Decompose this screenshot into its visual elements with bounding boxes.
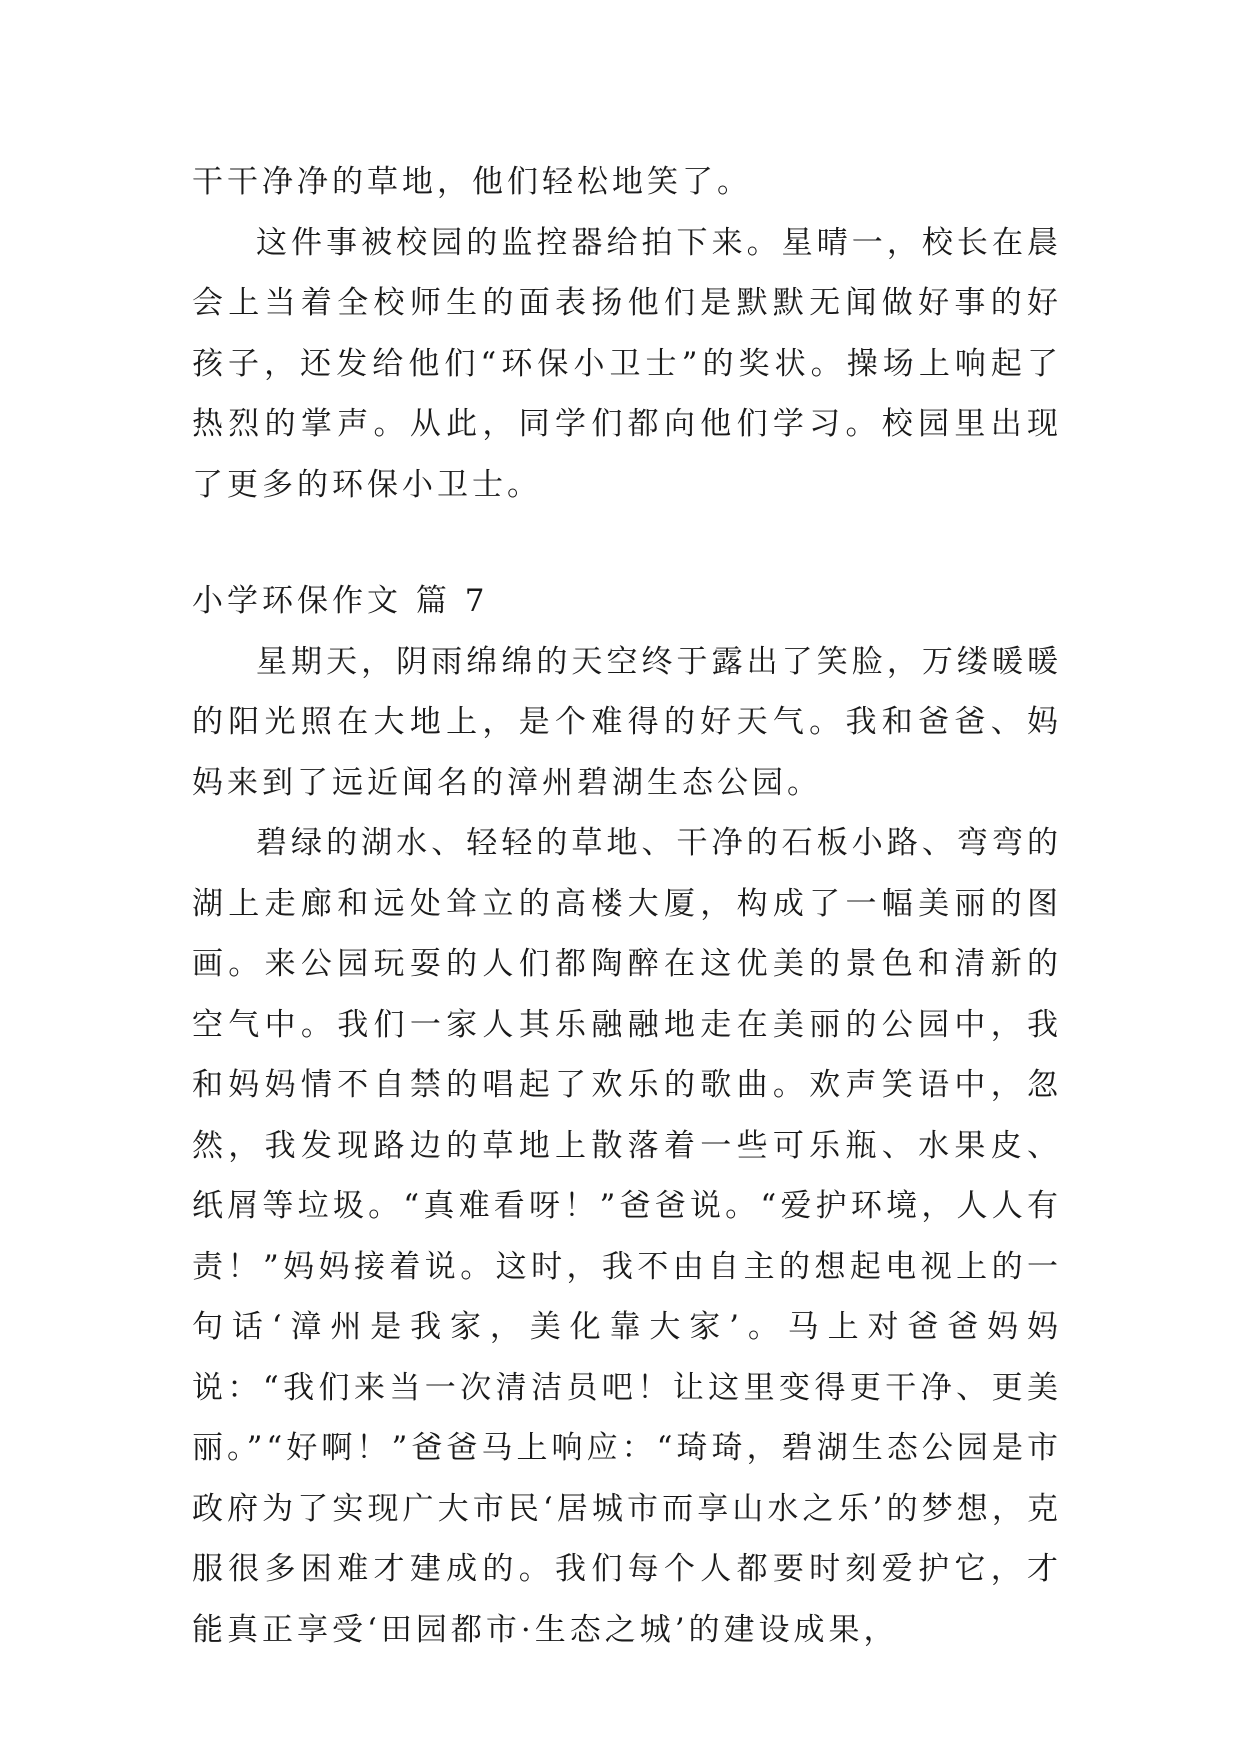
paragraph-intro: 星期天，阴雨绵绵的天空终于露出了笑脸，万缕暖暖的阳光照在大地上，是个难得的好天气。我和爸爸、妈妈来到了远近闻名的漳州碧湖生态公园。 <box>192 643 1062 801</box>
section-spacer <box>192 515 1062 571</box>
paragraph-continuation: 干干净净的草地，他们轻松地笑了。 <box>192 164 752 200</box>
document-body <box>192 152 1062 1660</box>
paragraph-story-ending: 这件事被校园的监控器给拍下来。星晴一，校长在晨会上当着全校师生的面表扬他们是默默无闻做好事的好孩子，还发给他们“环保小卫士”的奖状。操场上响起了热烈的掌声。从此，同学们都向他们学习。校园里出现了更多的环保小卫士。 <box>192 224 1062 503</box>
paragraph-park: 碧绿的湖水、轻轻的草地、干净的石板小路、弯弯的湖上走廊和远处耸立的高楼大厦，构成了一幅美丽的图画。来公园玩耍的人们都陶醉在这优美的景色和清新的空气中。我们一家人其乐融融地走在美丽的公园中，我和妈妈情不自禁的唱起了欢乐的歌曲。欢声笑语中，忽然，我发现路边的草地上散落着一些可乐瓶、水果皮、纸屑等垃圾。“真难看呀！”爸爸说。“爱护环境，人人有责！”妈妈接着说。这时，我不由自主的想起电视上的一句话‘漳州是我家，美化靠大家’。马上对爸爸妈妈说：“我们来当一次清洁员吧！让这里变得更干净、更美丽。”“好啊！”爸爸马上响应：“琦琦，碧湖生态公园是市政府为了实现广大市民‘居城市而享山水之乐’的梦想，克服很多困难才建成的。我们每个人都要时刻爱护它，才能真正享受‘田园都市·生态之城’的建设成果， <box>192 825 1062 1648</box>
section-title: 小学环保作文 篇 7 <box>192 583 489 619</box>
